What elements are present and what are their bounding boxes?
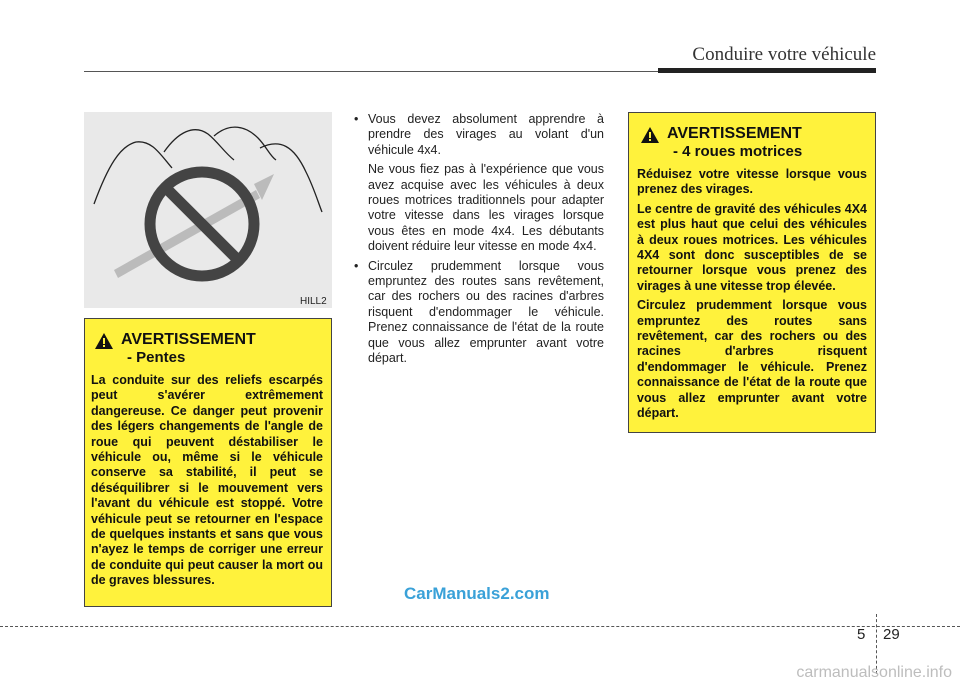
warning-title: AVERTISSEMENT <box>667 125 802 142</box>
warning-icon <box>95 333 113 349</box>
page-header-title: Conduire votre véhicule <box>692 44 876 65</box>
list-item-text: Circulez prudemment lorsque vous empruntez des routes sans revêtement, car des rochers ou des racines d'arbres risquent d'endommager le véhicule. Prenez connaissance de l'état de la route que vous allez emprunter avant votre départ. <box>368 258 604 366</box>
bottom-watermark: carmanualsonline.info <box>796 664 952 681</box>
warning-title: AVERTISSEMENT <box>121 331 256 348</box>
warning-subtitle: - 4 roues motrices <box>673 143 803 160</box>
list-item <box>352 112 604 255</box>
no-slope-driving-icon <box>84 112 332 308</box>
footer-rule <box>0 626 960 627</box>
list-item-text: Ne vous fiez pas à l'expérience que vous avez acquise avec les véhicules à deux roues motrices traditionnels pour adapter votre vitesse dans les virages lorsque vous êtes en mode 4x4. Les débutants doivent réduire leur vitesse en mode 4x4. <box>368 162 604 254</box>
warning-icon <box>641 127 659 143</box>
list-item-text: Vous devez absolument apprendre à prendre des virages au volant d'un véhicule 4x4. <box>368 112 604 157</box>
warning-paragraph: Circulez prudemment lorsque vous empruntez des routes sans revêtement, car des rochers ou des racines d'arbres risquent d'endommager le véhicule. Prenez connaissance de l'état de la route que vous allez emprunter avant votre départ. <box>637 298 867 421</box>
bullet-icon: • <box>354 258 359 273</box>
warning-subtitle: - Pentes <box>127 349 186 366</box>
figure-label: HILL2 <box>300 296 327 307</box>
instruction-list <box>352 112 604 371</box>
slope-illustration <box>84 112 332 308</box>
header-rule-accent <box>658 68 876 73</box>
warning-paragraph: Le centre de gravité des véhicules 4X4 est plus haut que celui des véhicules à deux roues motrices. Les véhicules 4X4 sont donc susceptibles de se retourner lorsque vous prenez des virages à une vitesse trop élevée. <box>637 201 867 293</box>
bullet-icon: • <box>354 112 359 126</box>
page-number: 29 <box>883 626 900 643</box>
warning-box-slopes <box>84 318 332 607</box>
list-item <box>352 259 604 367</box>
watermark-link[interactable]: CarManuals2.com <box>404 584 550 603</box>
chapter-number: 5 <box>857 626 866 643</box>
header-rule <box>84 71 660 72</box>
warning-paragraph: Réduisez votre vitesse lorsque vous prenez des virages. <box>637 167 867 197</box>
warning-body: La conduite sur des reliefs escarpés peut s'avérer extrêmement dangereuse. Ce danger peut provenir des légers changements de l'angle de roue qui peuvent déstabiliser le véhicule ou, même si le véhicule conserve sa stabilité, il peut se déséquilibrer si le mouvement vers l'avant du véhicule est stoppé. Votre véhicule peut se retourner en l'espace de quelques instants et sans que vous n'ayez le temps de corriger une erreur de conduite qui peut causer la mort ou de graves blessures. <box>91 373 323 588</box>
warning-box-4wd <box>628 112 876 433</box>
